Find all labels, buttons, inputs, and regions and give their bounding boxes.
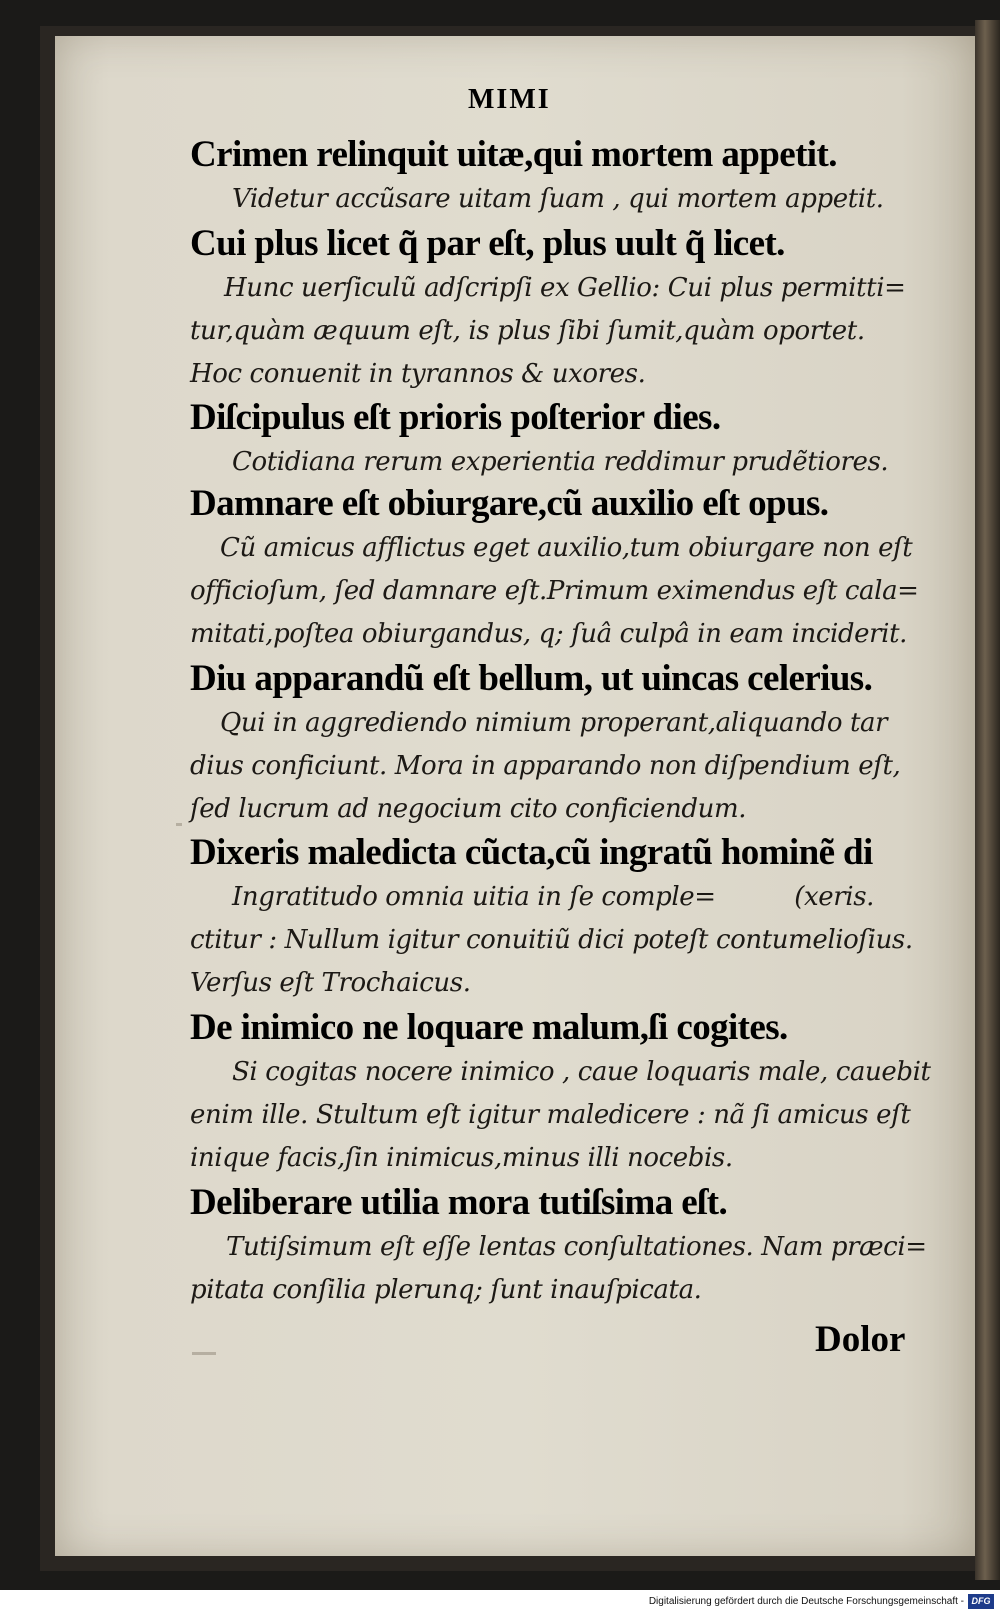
page-speck: [192, 1352, 216, 1355]
gloss-8-line-2: pitata conſilia plerunq; ſunt inauſpicata.: [190, 1275, 702, 1305]
entry-5: [190, 656, 930, 831]
verse-2: Cui plus licet q̃ par eſt, plus uult q̃ licet.: [190, 223, 785, 264]
gloss-8-line-1: Tutiſsimum eſt eſſe lentas conſultationes. Nam præci=: [226, 1232, 927, 1262]
page-speck: [176, 823, 182, 826]
entry-1: [190, 132, 930, 221]
footer-credit: Digitalisierung gefördert durch die Deutsche Forschungsgemeinschaft -: [648, 1596, 964, 1607]
gloss-6-line-3: Verſus eſt Trochaicus.: [190, 968, 471, 998]
gloss-5-line-2: dius conficiunt. Mora in apparando non diſpendium eſt,: [190, 751, 901, 781]
entry-4: [190, 481, 930, 656]
running-head: MIMI: [468, 84, 551, 115]
gloss-5-line-3: ſed lucrum ad negocium cito conficiendum.: [190, 794, 747, 824]
gloss-4-line-1: Cũ amicus afflictus eget auxilio,tum obiurgare non eſt: [220, 533, 913, 563]
verse-1: Crimen relinquit uitæ,qui mortem appetit.: [190, 134, 837, 175]
verse-3: Diſcipulus eſt prioris poſterior dies.: [190, 397, 721, 438]
entry-8: [190, 1180, 930, 1312]
gloss-6-line-1: Ingratitudo omnia uitia in ſe comple= (xeris.: [232, 882, 875, 912]
entry-7: [190, 1005, 930, 1180]
gloss-7-line-1: Si cogitas nocere inimico , caue loquaris male, cauebit: [232, 1057, 931, 1087]
verse-8: Deliberare utilia mora tutiſsima eſt.: [190, 1182, 728, 1223]
verse-5: Diu apparandũ eſt bellum, ut uincas celerius.: [190, 658, 873, 699]
verse-4: Damnare eſt obiurgare,cũ auxilio eſt opus.: [190, 483, 829, 524]
gloss-7-line-2: enim ille. Stultum eſt igitur maledicere : nã ſi amicus eſt: [190, 1100, 911, 1130]
gloss-3-line-1: Cotidiana rerum experientia reddimur prudẽtiores.: [232, 447, 889, 477]
footer-bar: [0, 1590, 1000, 1615]
verse-6: Dixeris maledicta cũcta,cũ ingratũ hominẽ di: [190, 832, 873, 873]
gloss-6-line-2: ctitur : Nullum igitur conuitiũ dici poteſt contumelioſius.: [190, 925, 913, 955]
entry-3: [190, 395, 930, 484]
verse-7: De inimico ne loquare malum,ſi cogites.: [190, 1007, 788, 1048]
gloss-5-line-1: Qui in aggrediendo nimium properant,aliquando tar: [220, 708, 888, 738]
gloss-4-line-3: mitati,poſtea obiurgandus, q; ſuâ culpâ in eam inciderit.: [190, 619, 907, 649]
gloss-2-line-1: Hunc uerſiculũ adſcripſi ex Gellio: Cui plus permitti=: [224, 273, 906, 303]
catchword: Dolor: [815, 1319, 906, 1360]
dfg-logo: DFG: [968, 1594, 994, 1609]
gloss-7-line-3: inique facis,ſin inimicus,minus illi nocebis.: [190, 1143, 733, 1173]
book-edge: [975, 20, 1000, 1580]
gloss-2-line-2: tur,quàm æquum eſt, is plus ſibi ſumit,quàm oportet.: [190, 316, 865, 346]
gloss-2-line-3: Hoc conuenit in tyrannos & uxores.: [190, 359, 646, 389]
gloss-1-line-1: Videtur accũsare uitam ſuam , qui mortem appetit.: [232, 184, 884, 214]
entry-6: [190, 830, 930, 1005]
entry-2: [190, 221, 930, 396]
gloss-4-line-2: officioſum, ſed damnare eſt.Primum eximendus eſt cala=: [190, 576, 919, 606]
